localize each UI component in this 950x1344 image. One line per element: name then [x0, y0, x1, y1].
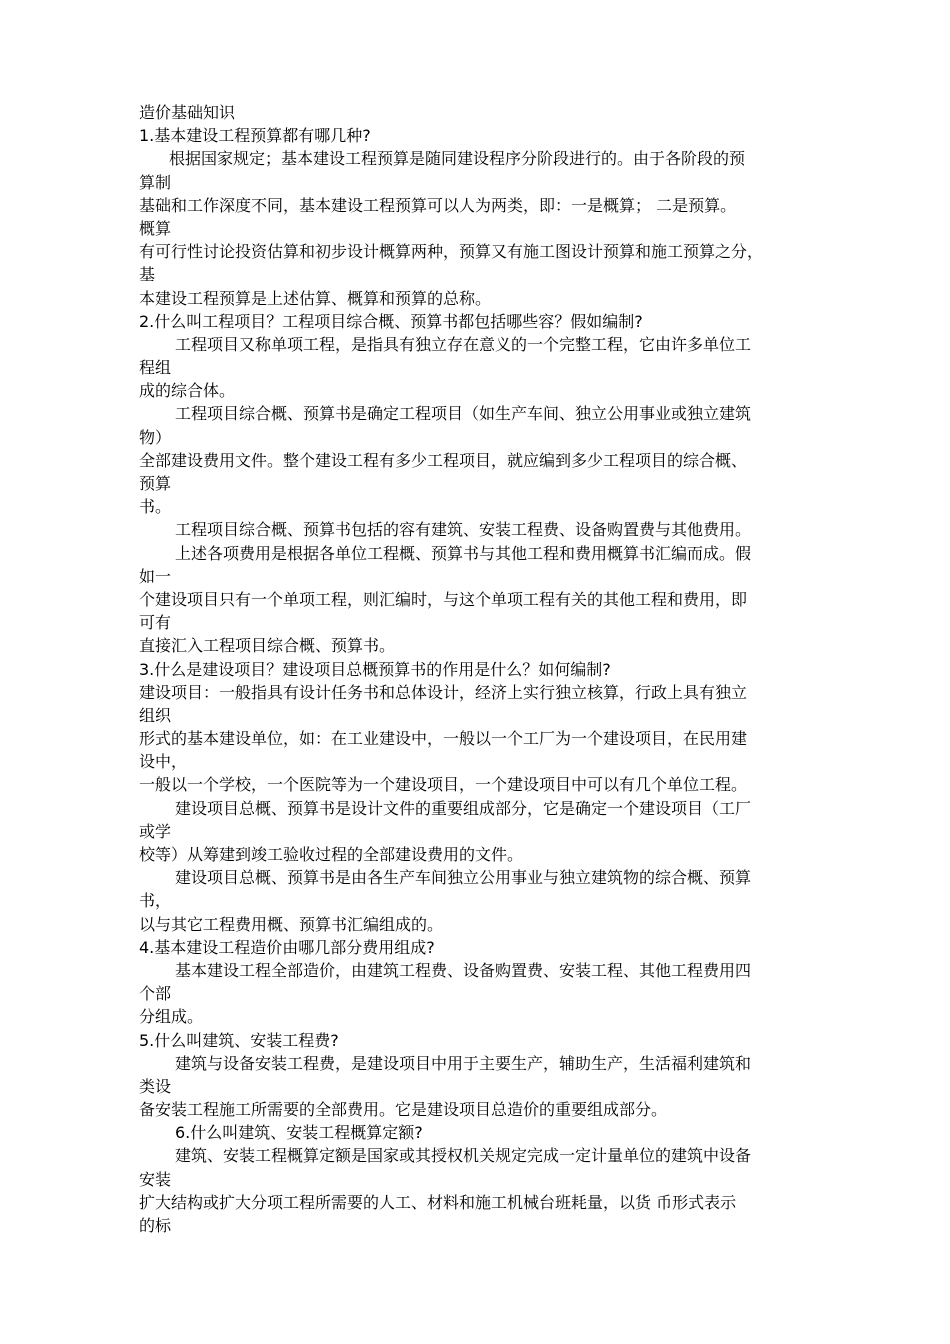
text-line: 以与其它工程费用概、预算书汇编组成的。 — [139, 914, 444, 934]
text-line: 工程项目又称单项工程，是指具有独立存在意义的一个完整工程，它由许多单位工 — [175, 334, 752, 354]
text-line: 可有 — [139, 613, 172, 633]
text-line: 类设 — [139, 1076, 172, 1096]
text-line: 程组 — [139, 358, 172, 378]
text-line: 根据国家规定；基本建设工程预算是随同建设程序分阶段进行的。由于各阶段的预 — [169, 149, 746, 169]
text-line: 扩大结构或扩大分项工程所需要的人工、材料和施工机械台班耗量，以货 币形式表示 — [139, 1192, 737, 1212]
text-line: 备安装工程施工所需要的全部费用。它是建设项目总造价的重要组成部分。 — [139, 1100, 668, 1120]
question-heading: 1.基本建设工程预算都有哪几种? — [139, 126, 371, 146]
text-line: 基 — [139, 265, 156, 285]
text-line: 本建设工程预算是上述估算、概算和预算的总称。 — [139, 288, 492, 308]
text-line: 建筑与设备安装工程费，是建设项目中用于主要生产，辅助生产，生活福利建筑和 — [175, 1053, 752, 1073]
text-line: 分组成。 — [139, 1007, 204, 1027]
text-line: 建筑、安装工程概算定额是国家或其授权机关规定完成一定计量单位的建筑中设备 — [175, 1146, 752, 1166]
text-line: 形式的基本建设单位，如：在工业建设中，一般以一个工厂为一个建设项目，在民用建 — [139, 729, 748, 749]
text-line: 或学 — [139, 821, 172, 841]
document-title: 造价基础知识 — [139, 103, 236, 122]
text-line: 概算 — [139, 218, 172, 238]
text-line: 一般以一个学校，一个医院等为一个建设项目，一个建设项目中可以有几个单位工程。 — [139, 775, 748, 795]
text-line: 工程项目综合概、预算书是确定工程项目（如生产车间、独立公用事业或独立建筑 — [175, 404, 752, 424]
text-line: 设中， — [139, 752, 188, 772]
text-line: 物） — [139, 427, 172, 447]
text-line: 成的综合体。 — [139, 381, 236, 401]
text-line: 全部建设费用文件。整个建设工程有多少工程项目，就应编到多少工程项目的综合概、 — [139, 450, 748, 470]
text-line: 有可行性讨论投资估算和初步设计概算两种，预算又有施工图设计预算和施工预算之分， — [139, 242, 764, 262]
text-line: 书。 — [139, 497, 172, 517]
text-line: 个部 — [139, 984, 172, 1004]
text-line: 工程项目综合概、预算书包括的容有建筑、安装工程费、设备购置费与其他费用。 — [175, 520, 752, 540]
question-heading: 2.什么叫工程项目？工程项目综合概、预算书都包括哪些容？假如编制? — [139, 311, 643, 331]
text-line: 基本建设工程全部造价，由建筑工程费、设备购置费、安装工程、其他工程费用四 — [175, 960, 752, 980]
text-line: 如一 — [139, 566, 172, 586]
document-body — [139, 101, 819, 1237]
question-heading: 4.基本建设工程造价由哪几部分费用组成? — [139, 937, 435, 957]
text-line: 预算 — [139, 474, 172, 493]
text-line: 安装 — [139, 1169, 172, 1189]
text-line: 上述各项费用是根据各单位工程概、预算书与其他工程和费用概算书汇编而成。假 — [175, 543, 752, 563]
text-line: 校等）从筹建到竣工验收过程的全部建设费用的文件。 — [139, 845, 524, 864]
question-heading: 3.什么是建设项目？建设项目总概预算书的作用是什么？如何编制? — [139, 659, 611, 679]
question-heading: 5.什么叫建筑、安装工程费? — [139, 1030, 339, 1050]
text-line: 基础和工作深度不同，基本建设工程预算可以人为两类，即：一是概算； 二是预算。 — [139, 195, 737, 215]
text-line: 书， — [139, 891, 172, 911]
text-line: 个建设项目只有一个单项工程，则汇编时，与这个单项工程有关的其他工程和费用，即 — [139, 589, 748, 609]
text-line: 直接汇入工程项目综合概、预算书。 — [139, 636, 396, 656]
text-line: 算制 — [139, 172, 172, 192]
text-line: 的标 — [139, 1216, 172, 1235]
text-line: 建设项目总概、预算书是由各生产车间独立公用事业与独立建筑物的综合概、预算 — [175, 868, 752, 888]
question-heading: 6.什么叫建筑、安装工程概算定额? — [175, 1123, 423, 1143]
text-line: 建设项目总概、预算书是设计文件的重要组成部分，它是确定一个建设项目（工厂 — [175, 798, 752, 818]
text-line: 建设项目：一般指具有设计任务书和总体设计，经济上实行独立核算，行政上具有独立 — [139, 682, 748, 702]
text-line: 组织 — [139, 705, 172, 725]
